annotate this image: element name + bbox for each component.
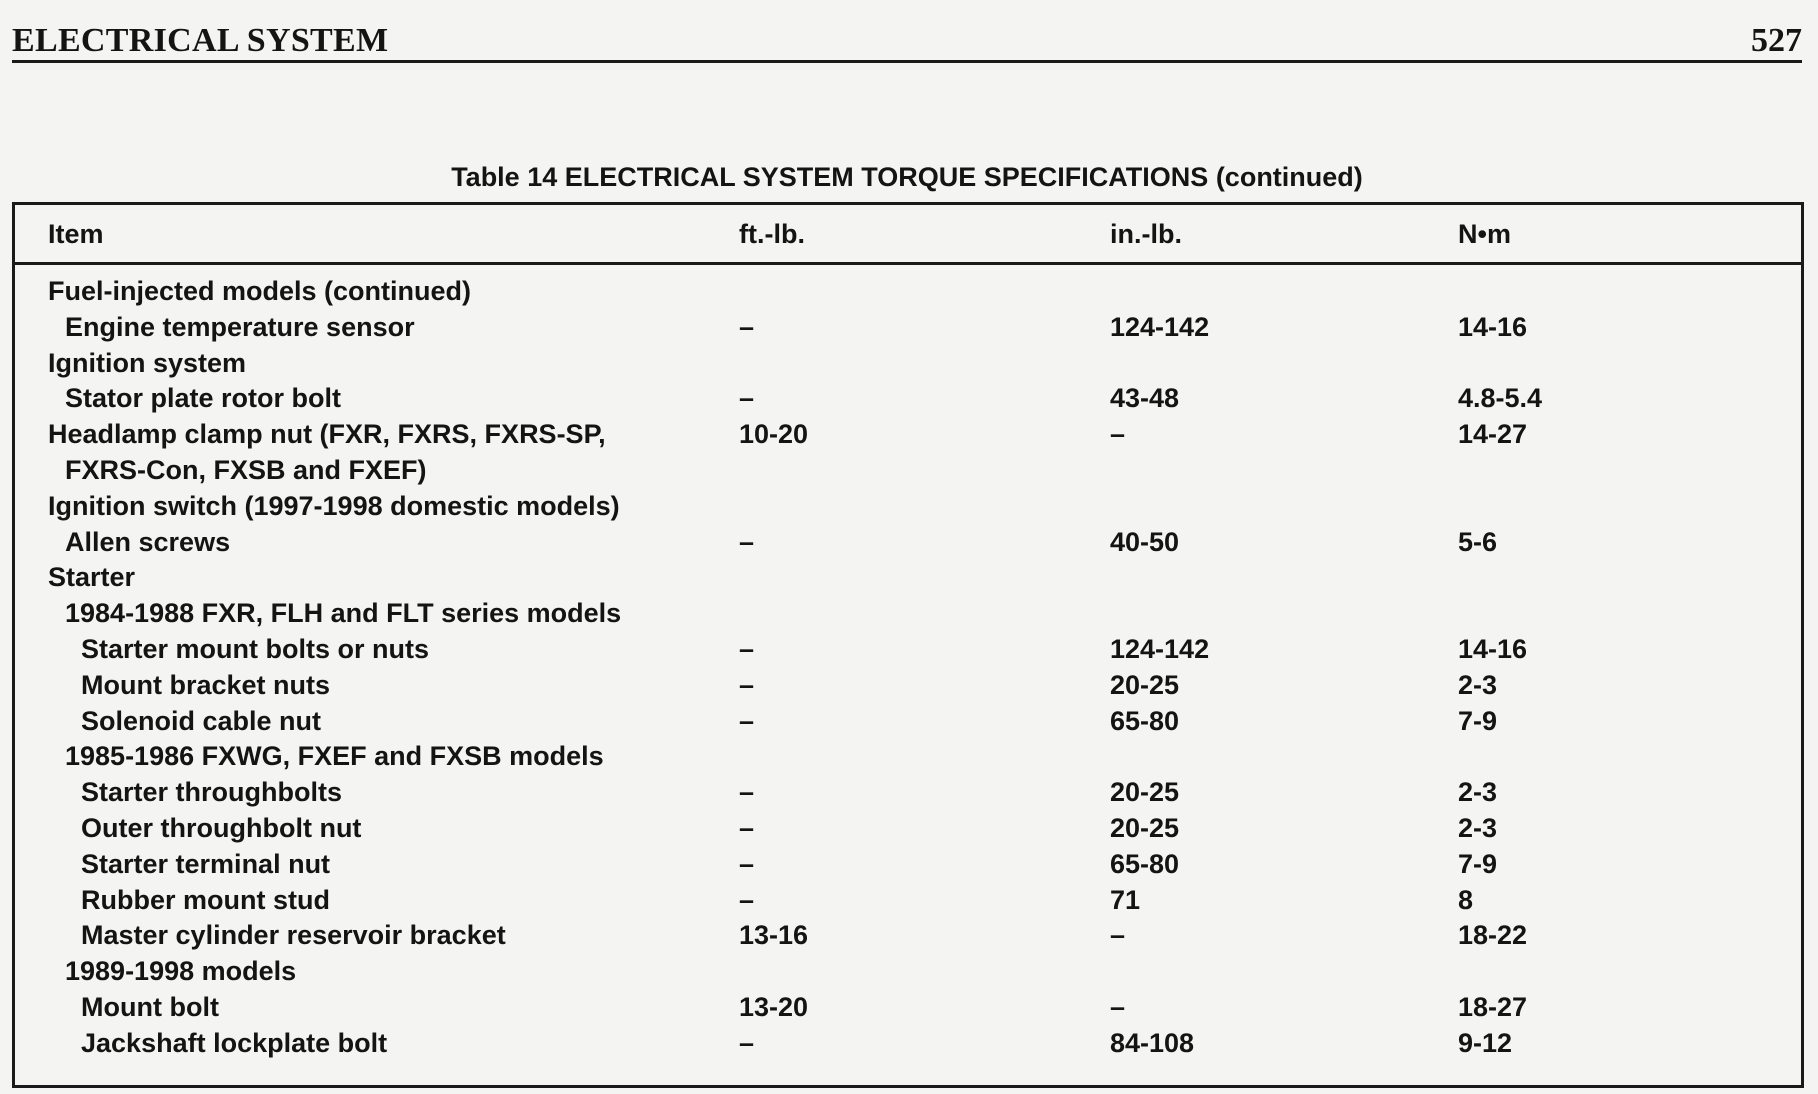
nm-cell: 7-9	[1458, 848, 1498, 879]
table-row	[15, 274, 1801, 310]
item-cell: Engine temperature sensor	[65, 311, 415, 342]
item-cell: Jackshaft lockplate bolt	[81, 1027, 388, 1058]
item-cell: Starter mount bolts or nuts	[81, 633, 430, 664]
in-lb-cell: 124-142	[1110, 311, 1210, 342]
item-cell: Mount bolt	[81, 991, 219, 1022]
table-row	[15, 417, 1801, 453]
in-lb-cell: 43-48	[1110, 383, 1180, 414]
ft-lb-cell: –	[739, 848, 755, 879]
nm-cell: 5-6	[1458, 526, 1498, 557]
table-row	[15, 739, 1801, 775]
ft-lb-cell: –	[739, 884, 755, 915]
item-cell: Allen screws	[65, 526, 231, 557]
nm-cell: 2-3	[1458, 669, 1498, 700]
ft-lb-cell: –	[739, 1027, 755, 1058]
item-cell: Fuel-injected models (continued)	[48, 276, 472, 306]
ft-lb-cell: 13-16	[739, 920, 809, 951]
item-cell: 1984-1988 FXR, FLH and FLT series models	[65, 598, 622, 629]
table-row	[15, 883, 1801, 919]
nm-cell: 14-16	[1458, 633, 1528, 664]
table-row	[15, 1026, 1801, 1062]
ft-lb-cell: –	[739, 812, 755, 843]
in-lb-cell: 65-80	[1110, 705, 1180, 736]
table-title	[12, 162, 1802, 193]
table-row	[15, 918, 1801, 954]
in-lb-cell: 84-108	[1110, 1027, 1195, 1058]
item-cell: Solenoid cable nut	[81, 705, 322, 736]
nm-cell: 14-27	[1458, 419, 1528, 450]
nm-cell: 2-3	[1458, 777, 1498, 808]
table-row	[15, 704, 1801, 740]
item-cell: Headlamp clamp nut (FXR, FXRS, FXRS-SP,	[48, 419, 606, 450]
item-cell: Starter	[48, 562, 136, 593]
ft-lb-cell: –	[739, 526, 755, 557]
nm-cell: 18-27	[1458, 991, 1528, 1022]
in-lb-cell: –	[1110, 991, 1126, 1022]
in-lb-cell: 71	[1110, 884, 1141, 915]
nm-cell: 14-16	[1458, 311, 1528, 342]
table-row	[15, 775, 1801, 811]
table-row	[15, 453, 1801, 489]
nm-cell: 18-22	[1458, 920, 1528, 951]
ft-lb-cell: –	[739, 311, 755, 342]
in-lb-cell: 20-25	[1110, 669, 1180, 700]
table-row	[15, 668, 1801, 704]
table-row	[15, 381, 1801, 417]
column-header-in-lb: in.-lb.	[1110, 219, 1182, 249]
table-header-row	[15, 205, 1801, 265]
in-lb-cell: 124-142	[1110, 633, 1210, 664]
item-cell: Ignition system	[48, 347, 247, 378]
table-row	[15, 811, 1801, 847]
table-row	[15, 596, 1801, 632]
ft-lb-cell: –	[739, 383, 755, 414]
ft-lb-cell: –	[739, 777, 755, 808]
ft-lb-cell: 10-20	[739, 419, 809, 450]
item-cell: Stator plate rotor bolt	[65, 383, 341, 414]
torque-spec-table	[12, 202, 1804, 1088]
column-header-ft-lb: ft.-lb.	[739, 219, 805, 249]
table-row	[15, 847, 1801, 883]
table-row	[15, 525, 1801, 561]
ft-lb-cell: –	[739, 669, 755, 700]
column-header-item: Item	[48, 219, 104, 249]
table-row	[15, 990, 1801, 1026]
table-row	[15, 954, 1801, 990]
item-cell: Ignition switch (1997-1998 domestic models)	[48, 490, 620, 521]
section-title: ELECTRICAL SYSTEM	[12, 22, 389, 59]
table-body	[15, 274, 1801, 1062]
item-cell: 1989-1998 models	[65, 956, 297, 987]
nm-cell: 2-3	[1458, 812, 1498, 843]
page-number: 527	[1751, 22, 1802, 59]
table-title-text: Table 14 ELECTRICAL SYSTEM TORQUE SPECIFICATIONS	[451, 162, 1209, 192]
page-header	[12, 18, 1802, 63]
ft-lb-cell: 13-20	[739, 991, 809, 1022]
table-row	[15, 632, 1801, 668]
in-lb-cell: 65-80	[1110, 848, 1180, 879]
in-lb-cell: 20-25	[1110, 812, 1180, 843]
nm-cell: 8	[1458, 884, 1474, 915]
ft-lb-cell: –	[739, 633, 755, 664]
in-lb-cell: –	[1110, 419, 1126, 450]
nm-cell: 9-12	[1458, 1027, 1513, 1058]
table-row	[15, 489, 1801, 525]
item-cell: Master cylinder reservoir bracket	[81, 920, 506, 951]
item-cell: Mount bracket nuts	[81, 669, 331, 700]
nm-cell: 4.8-5.4	[1458, 383, 1543, 414]
in-lb-cell: –	[1110, 920, 1126, 951]
ft-lb-cell: –	[739, 705, 755, 736]
item-cell: 1985-1986 FXWG, FXEF and FXSB models	[65, 741, 604, 772]
in-lb-cell: 40-50	[1110, 526, 1180, 557]
item-cell: FXRS-Con, FXSB and FXEF)	[65, 454, 427, 485]
item-cell: Rubber mount stud	[81, 884, 330, 915]
item-cell: Outer throughbolt nut	[81, 812, 362, 843]
table-row	[15, 346, 1801, 382]
in-lb-cell: 20-25	[1110, 777, 1180, 808]
item-cell: Starter terminal nut	[81, 848, 331, 879]
table-title-suffix: (continued)	[1215, 162, 1363, 192]
item-cell: Starter throughbolts	[81, 777, 342, 808]
nm-cell: 7-9	[1458, 705, 1498, 736]
table-row	[15, 560, 1801, 596]
column-header-nm: N•m	[1458, 219, 1511, 249]
table-row	[15, 310, 1801, 346]
